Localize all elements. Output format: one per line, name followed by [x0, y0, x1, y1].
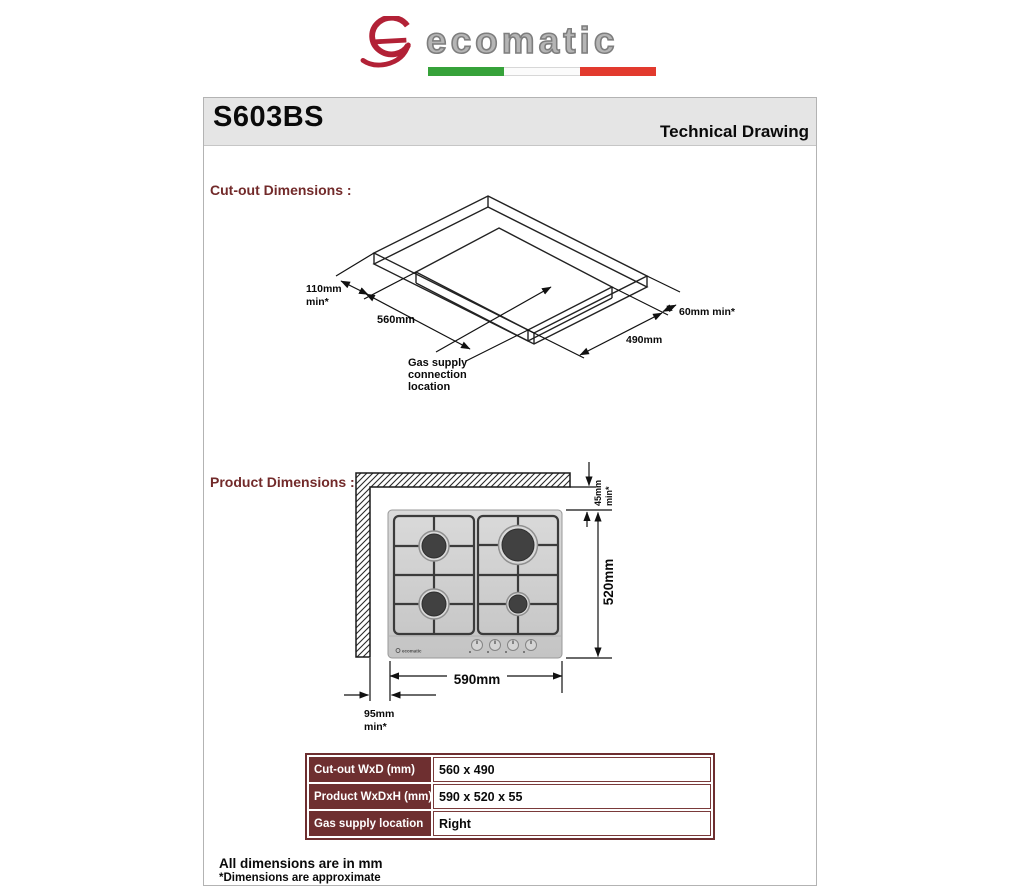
top-clearance-label-2: min* [604, 486, 614, 506]
gas-supply-label-1: Gas supply [408, 357, 468, 369]
model-number: S603BS [213, 101, 325, 133]
cutout-section-heading: Cut-out Dimensions : [210, 182, 352, 198]
product-depth-label: 520mm [601, 558, 616, 606]
footnote-approximate: *Dimensions are approximate [219, 872, 381, 884]
cutout-right-margin-label: 60mm min* [679, 306, 736, 318]
spec-value-cutout: 560 x 490 [433, 757, 711, 782]
spec-table [305, 753, 715, 840]
top-clearance-label-1: 45mm [593, 479, 603, 506]
spec-value-product: 590 x 520 x 55 [433, 784, 711, 809]
table-row [309, 784, 711, 809]
gas-supply-label-3: location [408, 381, 451, 393]
cutout-depth-label: 490mm [626, 334, 663, 346]
spec-label-product: Product WxDxH (mm) [309, 784, 431, 809]
document-title: Technical Drawing [660, 122, 809, 141]
spec-value-gas: Right [433, 811, 711, 836]
left-clearance-label-2: min* [364, 721, 387, 733]
hob-top-view [388, 510, 562, 658]
product-section-heading: Product Dimensions : [210, 474, 355, 490]
hob-brand-text: ecomatic [402, 648, 422, 654]
footnote-units: All dimensions are in mm [219, 856, 383, 871]
product-width-label: 590mm [453, 672, 501, 687]
cutout-left-margin-label: 110mm [306, 283, 342, 295]
brand-name: ecomatic [426, 20, 619, 61]
table-row [309, 811, 711, 836]
cutout-left-margin-label-2: min* [306, 296, 329, 308]
spec-label-cutout: Cut-out WxD (mm) [309, 757, 431, 782]
table-row [309, 757, 711, 782]
spec-label-gas: Gas supply location [309, 811, 431, 836]
left-clearance-label-1: 95mm [364, 708, 395, 720]
cutout-width-label: 560mm [377, 314, 415, 326]
gas-supply-label-2: connection [408, 369, 467, 381]
